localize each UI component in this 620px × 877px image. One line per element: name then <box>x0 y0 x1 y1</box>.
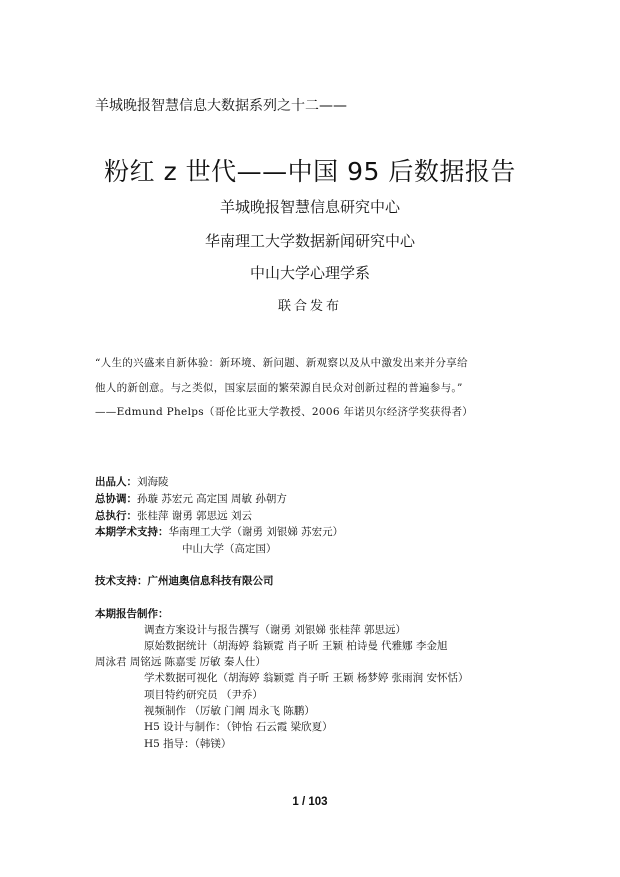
production-item: 视频制作 （厉敏 门阐 周永飞 陈鹏） <box>144 705 315 717</box>
credit-producer-value: 刘海陵 <box>137 476 169 488</box>
production-item-continuation: 周泳君 周铭远 陈嘉雯 厉敏 秦人仕） <box>95 656 266 668</box>
organization-3: 中山大学心理学系 <box>249 264 370 282</box>
credit-coordinator <box>95 491 287 506</box>
quote-attribution: ——Edmund Phelps（哥伦比亚大学教授、2006 年诺贝尔经济学奖获得者） <box>95 406 474 418</box>
credit-academic-value-1: 华南理工大学（谢勇 刘银娣 苏宏元） <box>168 526 344 538</box>
credit-academic-label: 本期学术支持： <box>95 526 169 538</box>
production-item: 原始数据统计（胡海婷 翁颖霓 肖子昕 王颖 柏诗曼 代雅娜 李金旭 <box>144 640 448 652</box>
credit-executive-label: 总执行： <box>95 510 137 522</box>
production-heading <box>95 606 169 621</box>
credit-producer <box>95 474 169 489</box>
organization-2: 华南理工大学数据新闻研究中心 <box>204 232 415 250</box>
production-item: 学术数据可视化（胡海婷 翁颖霓 肖子昕 王颖 杨梦婷 张雨润 安怀恬） <box>144 672 469 684</box>
credit-academic <box>95 524 343 539</box>
report-title: 粉红 z 世代——中国 95 后数据报告 <box>104 157 516 186</box>
joint-release-label: 联合发布 <box>277 299 342 314</box>
production-item: H5 指导：（韩镁） <box>144 738 232 750</box>
page-number: 1 / 103 <box>292 796 328 808</box>
quote-line-2: 他人的新创意。与之类似，国家层面的繁荣源自民众对创新过程的普遍参与。” <box>95 382 463 394</box>
quote-line-1: “人生的兴盛来自新体验：新环境、新问题、新观察以及从中激发出来并分享给 <box>95 357 468 369</box>
credit-tech-value: 广州迪奥信息科技有限公司 <box>147 575 274 587</box>
credit-tech <box>95 573 274 588</box>
credit-executive-value: 张桂萍 谢勇 郭思远 刘云 <box>137 510 253 522</box>
credit-tech-label: 技术支持： <box>95 575 148 587</box>
credit-executive <box>95 508 252 523</box>
production-heading-label: 本期报告制作： <box>95 608 169 620</box>
organization-1: 羊城晚报智慧信息研究中心 <box>219 198 400 216</box>
credit-academic-value-2: 中山大学（高定国） <box>182 543 277 555</box>
production-item: 调查方案设计与报告撰写（谢勇 刘银娣 张桂萍 郭思远） <box>144 624 407 636</box>
production-item: 项目特约研究员 （尹乔） <box>144 689 263 701</box>
credit-producer-label: 出品人： <box>95 476 137 488</box>
production-item: H5 设计与制作：（钟怡 石云霞 梁欣夏） <box>144 721 333 733</box>
series-heading: 羊城晚报智慧信息大数据系列之十二—— <box>95 98 347 114</box>
credit-coordinator-label: 总协调： <box>95 493 137 505</box>
credit-coordinator-value: 孙璇 苏宏元 高定国 周敏 孙朝方 <box>137 493 287 505</box>
